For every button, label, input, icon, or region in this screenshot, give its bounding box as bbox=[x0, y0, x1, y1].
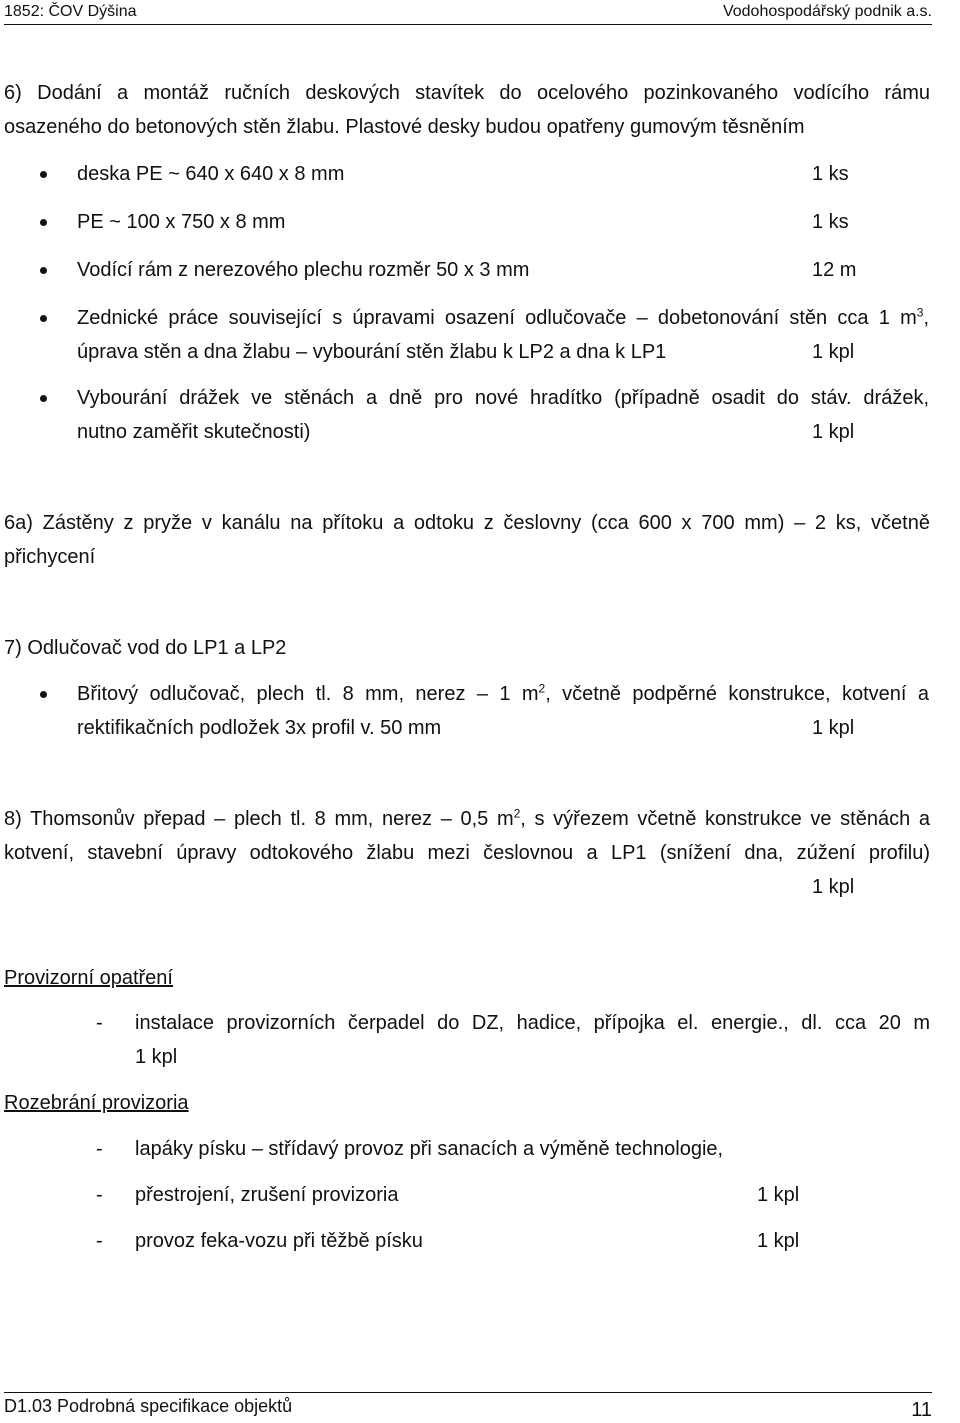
bullet-icon bbox=[40, 315, 47, 322]
section-8-line-1: 8) Thomsonův přepad – plech tl. 8 mm, nerez – 0,5 $m^2$, s výřezem včetně konstrukce ve stěnách a bbox=[4, 806, 930, 830]
list-item-text-line-2: úprava stěn a dna žlabu – vybourání stěn žlabu k LP2 a dna k LP1 bbox=[77, 341, 667, 363]
list-item bbox=[77, 381, 929, 449]
dash-marker: - bbox=[96, 1012, 103, 1034]
section-6-line-1: 6) Dodání a montáž ručních deskových stavítek do ocelového pozinkovaného vodícího rámu bbox=[4, 82, 930, 104]
list-item bbox=[77, 253, 929, 287]
section-6-intro bbox=[4, 76, 930, 144]
dash-marker: - bbox=[96, 1230, 103, 1252]
list-item-text: Břitový odlučovač, plech tl. 8 mm, nerez – 1 $m^2$, včetně podpěrné konstrukce, kotvení a bbox=[77, 681, 929, 705]
section-7-title: 7) Odlučovač vod do LP1 a LP2 bbox=[4, 637, 287, 659]
list-item-qty: 1 kpl bbox=[757, 1184, 800, 1206]
list-item bbox=[0, 1224, 960, 1258]
list-item bbox=[0, 1178, 960, 1212]
list-item-text: lapáky písku – střídavý provoz při sanacích a výměně technologie, bbox=[135, 1138, 724, 1160]
bullet-icon bbox=[40, 691, 47, 698]
list-item-text-line-2: rektifikačních podložek 3x profil v. 50 mm bbox=[77, 717, 442, 739]
list-item-text: Zednické práce související s úpravami osazení odlučovače – dobetonování stěn cca 1 $m^3$, bbox=[77, 305, 929, 329]
dash-marker: - bbox=[96, 1138, 103, 1160]
list-item-qty: 1 kpl bbox=[757, 1230, 800, 1252]
section-6-line-2: osazeného do betonových stěn žlabu. Plastové desky budou opatřeny gumovým těsněním bbox=[4, 116, 805, 138]
section-6a bbox=[4, 506, 930, 574]
list-item-text: PE ~ 100 x 750 x 8 mm bbox=[77, 211, 286, 233]
list-item-text: Vybourání drážek ve stěnách a dně pro nové hradítko (případně osadit do stáv. drážek, bbox=[77, 387, 929, 409]
list-item-text: Vodící rám z nerezového plechu rozměr 50 x 3 mm bbox=[77, 259, 530, 281]
list-item-qty: 1 ks bbox=[812, 163, 849, 185]
bullet-icon bbox=[40, 267, 47, 274]
list-item-text-line-2: nutno zaměřit skutečnosti) bbox=[77, 421, 311, 443]
list-item-qty: 1 kpl bbox=[812, 421, 855, 443]
provizorni-item-text: instalace provizorních čerpadel do DZ, hadice, přípojka el. energie., dl. cca 20 m 1 kpl bbox=[135, 1012, 930, 1068]
section-6a-line-1: 6a) Zástěny z pryže v kanálu na přítoku a odtoku z česlovny (cca 600 x 700 mm) – 2 ks, včetně bbox=[4, 512, 930, 534]
dash-marker: - bbox=[96, 1184, 103, 1206]
header-company: Vodohospodářský podnik a.s. bbox=[722, 3, 932, 20]
footer-document-title: D1.03 Podrobná specifikace objektů bbox=[4, 1396, 293, 1416]
list-item-qty: 1 ks bbox=[812, 211, 849, 233]
rozebrani-title: Rozebrání provizoria bbox=[4, 1092, 189, 1114]
header-project: 1852: ČOV Dýšina bbox=[4, 3, 137, 20]
list-item bbox=[77, 157, 929, 191]
bullet-icon bbox=[40, 219, 47, 226]
section-6a-line-2: přichycení bbox=[4, 546, 96, 568]
provizorni-item bbox=[0, 1006, 960, 1076]
list-item bbox=[0, 1132, 960, 1166]
bullet-icon bbox=[40, 395, 47, 402]
bullet-icon bbox=[40, 171, 47, 178]
list-item-text: přestrojení, zrušení provizoria bbox=[135, 1184, 399, 1206]
section-8-qty: 1 kpl bbox=[812, 876, 855, 898]
section-8 bbox=[4, 802, 930, 904]
list-item-text: provoz feka-vozu při těžbě písku bbox=[135, 1230, 423, 1252]
section-8-line-2: kotvení, stavební úpravy odtokového žlabu mezi česlovnou a LP1 (snížení dna, zúžení profilu) bbox=[4, 842, 930, 864]
list-item-qty: 1 kpl bbox=[812, 717, 855, 739]
list-item bbox=[77, 301, 929, 369]
list-item-text: deska PE ~ 640 x 640 x 8 mm bbox=[77, 163, 345, 185]
list-item-qty: 12 m bbox=[812, 259, 857, 281]
page-header bbox=[4, 0, 932, 25]
list-item-qty: 1 kpl bbox=[812, 341, 855, 363]
provizorni-title: Provizorní opatření bbox=[4, 967, 173, 989]
list-item bbox=[77, 205, 929, 239]
page-number: 11 bbox=[911, 1399, 932, 1421]
page-footer bbox=[4, 1392, 932, 1419]
list-item bbox=[77, 677, 929, 745]
